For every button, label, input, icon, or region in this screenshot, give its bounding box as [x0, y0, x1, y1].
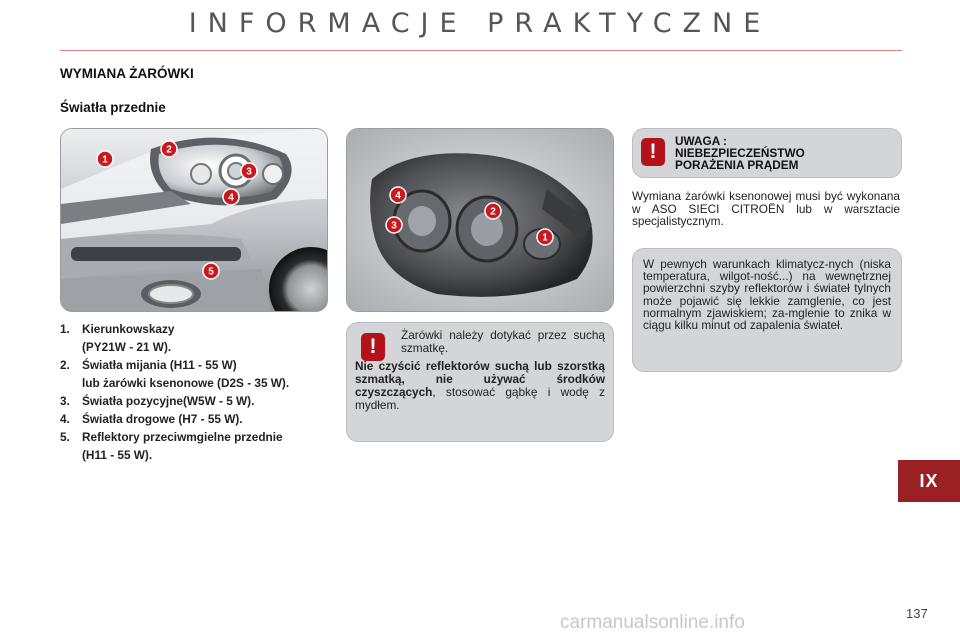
- note-paragraph: [355, 360, 605, 412]
- svg-text:5: 5: [208, 266, 214, 278]
- svg-text:2: 2: [166, 144, 172, 156]
- legend-label: Światła pozycyjne(W5W - 5 W).: [82, 394, 255, 408]
- callout-4: [390, 187, 406, 203]
- legend-item: [60, 358, 340, 372]
- callout-5: [203, 263, 219, 279]
- svg-text:4: 4: [228, 192, 234, 204]
- headlamp-illustration: [347, 129, 613, 311]
- callout-3: [241, 163, 257, 179]
- legend-item: [60, 430, 340, 444]
- headlamp-rear-photo: [346, 128, 614, 312]
- legend-item: [60, 394, 340, 408]
- alert-line: NIEBEZPIECZEŃSTWO: [675, 146, 805, 160]
- watermark-text: carmanualsonline.info: [560, 612, 745, 633]
- legend-number: 5.: [60, 430, 70, 444]
- alert-line: PORAŻENIA PRĄDEM: [675, 158, 799, 172]
- callout-2: [485, 203, 501, 219]
- page-number: 137: [906, 606, 928, 621]
- page-header-title: INFORMACJE PRAKTYCZNE: [188, 8, 772, 39]
- alert-line: UWAGA :: [675, 134, 727, 148]
- note-bold-warning: Nie czyścić reflektorów suchą lub szorstką szmatką, nie używać środków czyszczących: [355, 359, 605, 399]
- warning-icon: !: [641, 138, 665, 166]
- bulb-legend-list: [60, 322, 340, 466]
- note-sentence: Żarówki należy dotykać przez suchą szmatkę.: [401, 328, 605, 355]
- callout-1: [97, 151, 113, 167]
- svg-text:3: 3: [246, 166, 252, 178]
- legend-spec: (H11 - 55 W).: [82, 448, 153, 462]
- legend-number: 3.: [60, 394, 70, 408]
- warning-icon: !: [361, 333, 385, 361]
- car-front-illustration: [61, 129, 327, 311]
- legend-item: [60, 412, 340, 426]
- xenon-replacement-text: Wymiana żarówki ksenonowej musi być wykonana w ASO SIECI CITROËN lub w warsztacie specjalistycznym.: [632, 189, 900, 228]
- chapter-tab[interactable]: IX: [898, 460, 960, 502]
- legend-item: [60, 322, 340, 336]
- handling-note-text: [355, 329, 605, 412]
- legend-label: Światła mijania (H11 - 55 W): [82, 358, 237, 372]
- svg-text:4: 4: [395, 190, 401, 202]
- legend-number: 1.: [60, 322, 70, 336]
- legend-label: Reflektory przeciwmgielne przednie: [82, 430, 283, 444]
- handling-note-box: [346, 322, 614, 442]
- svg-text:1: 1: [542, 232, 548, 244]
- section-title: WYMIANA ŻARÓWKI: [60, 66, 194, 81]
- legend-number: 2.: [60, 358, 70, 372]
- legend-number: 4.: [60, 412, 70, 426]
- callout-3: [386, 217, 402, 233]
- svg-text:1: 1: [102, 154, 108, 166]
- callout-2: [161, 141, 177, 157]
- legend-label: Światła drogowe (H7 - 55 W).: [82, 412, 243, 426]
- car-front-photo: [60, 128, 328, 312]
- alert-title: [675, 135, 805, 171]
- electric-shock-alert-box: [632, 128, 902, 178]
- callout-1: [537, 229, 553, 245]
- note-continuation: , stosować gąbkę i wodę z mydłem.: [355, 385, 605, 412]
- condensation-note-text: W pewnych warunkach klimatycz-nych (niska temperatura, wilgot-ność...) na wewnętrznej powierzchni szyby reflektorów i świateł tylnych może pojawić się lekkie zamglenie, co jest normalnym zjawiskiem; za-mglenie to znika w ciągu kilku minut od zapalenia świateł.: [643, 257, 891, 333]
- svg-text:3: 3: [391, 220, 397, 232]
- svg-text:2: 2: [490, 206, 496, 218]
- subsection-title: Światła przednie: [60, 100, 166, 115]
- callout-4: [223, 189, 239, 205]
- legend-spec: lub żarówki ksenonowe (D2S - 35 W).: [82, 376, 290, 390]
- legend-label: Kierunkowskazy: [82, 322, 175, 336]
- header-divider: [60, 50, 902, 51]
- legend-spec: (PY21W - 21 W).: [82, 340, 172, 354]
- condensation-note-box: [632, 248, 902, 372]
